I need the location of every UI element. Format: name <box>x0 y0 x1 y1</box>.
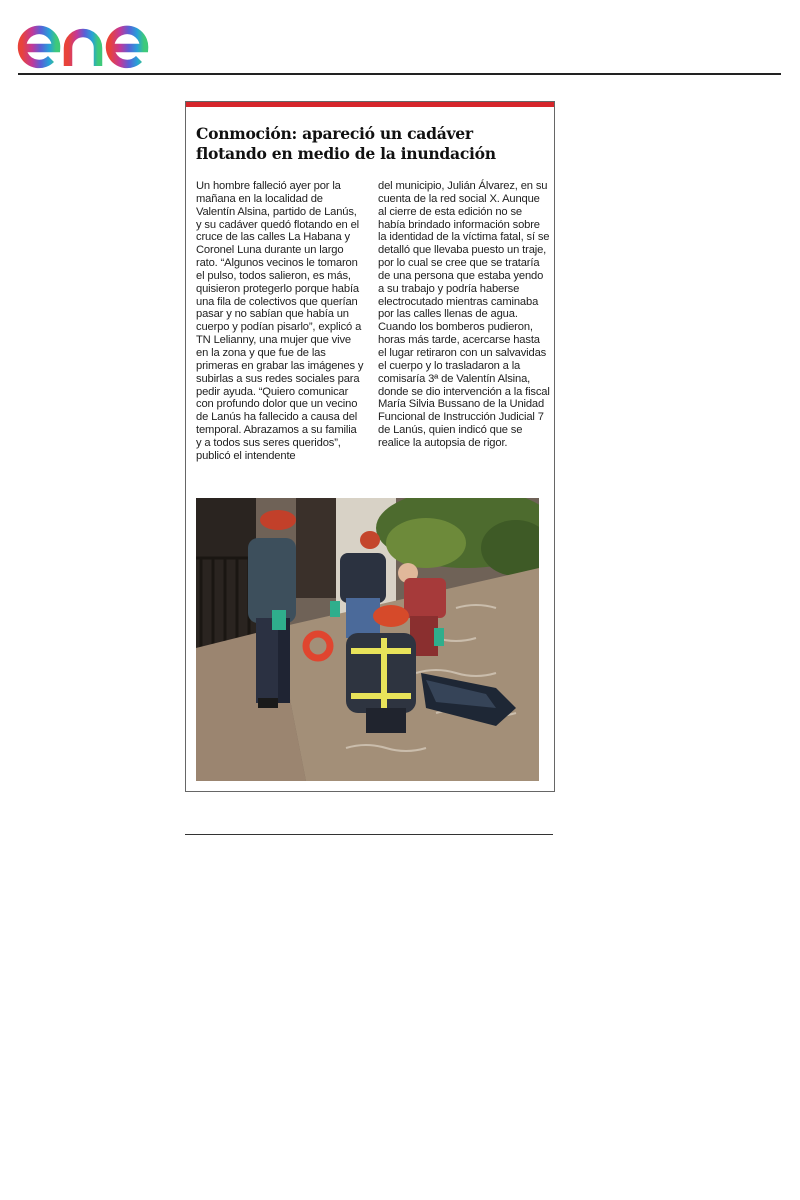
enel-logo <box>16 8 182 72</box>
headline-line-1: Conmoción: apareció un cadáver <box>196 124 473 143</box>
article-column-left: Un hombre falleció ayer por la mañana en la localidad de Valentín Alsina, partido de Lanús, y su cadáver quedó flotando en el cruce de las calles La Habana y Coronel Luna durante un largo rato. “Algunos vecinos le tomaron el pulso, todos salieron, es más, quisieron protegerlo porque había una fila de colectivos que querían pasar y no sabían que había un cuerpo y podían pisarlo”, explicó a TN Lelianny, una mujer que vive en la zona y que fue de las primeras en grabar las imágenes y subirlas a sus redes sociales para pedir ayuda. “Quiero comunicar con profundo dolor que un vecino de Lanús ha fallecido a causa del temporal. Abrazamos a su familia y a todos sus seres queridos”, publicó el intendente <box>196 180 364 462</box>
news-clipping <box>185 101 555 792</box>
section-accent-bar <box>186 102 554 107</box>
article-photo <box>196 498 539 781</box>
header-divider <box>18 73 781 75</box>
article-column-right: del municipio, Julián Álvarez, en su cuenta de la red social X. Aunque al cierre de esta edición no se había brindado información sobre la identidad de la víctima fatal, sí se detalló que llevaba puesto un traje, por lo cual se cree que se trataría de una persona que estaba yendo a su trabajo y podría haberse electrocutado mientras caminaba por las calles llenas de agua. Cuando los bomberos pudieron, horas más tarde, acercarse hasta el lugar retiraron con un salvavidas el cuerpo y lo trasladaron a la comisaría 3ª de Valentín Alsina, donde se dio intervención a la fiscal María Silvia Bussano de la Unidad Funcional de Instrucción Judicial 7 de Lanús, quien indicó que se realice la autopsia de rigor. <box>378 180 550 449</box>
footer-divider <box>185 834 553 835</box>
firefighters-flood-photo <box>196 498 539 781</box>
article-headline <box>196 124 546 164</box>
headline-line-2: flotando en medio de la inundación <box>196 144 496 163</box>
